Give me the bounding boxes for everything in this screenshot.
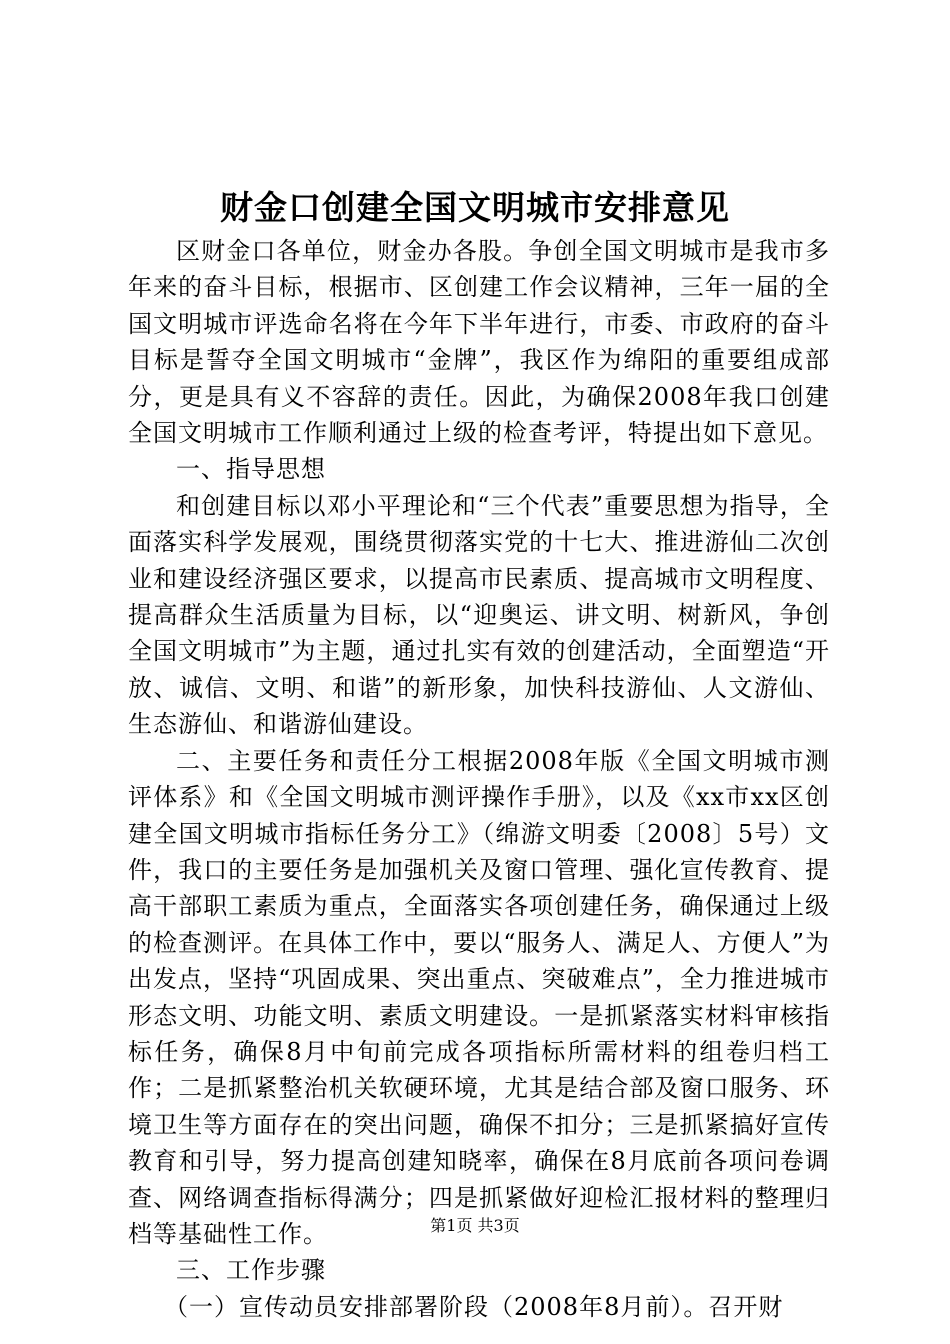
paragraph-intro: 区财金口各单位，财金办各股。争创全国文明城市是我市多年来的奋斗目标，根据市、区创建工作会议精神，三年一届的全国文明城市评选命名将在今年下半年进行，市委、市政府的奋斗目标是誓夺全国文明城市“金牌”，我区作为绵阳的重要组成部分，更是具有义不容辞的责任。因此，为确保2008年我口创建全国文明城市工作顺利通过上级的检查考评，特提出如下意见。 [128,237,830,448]
paragraph-step-one: （一）宣传动员安排部署阶段（2008年8月前）。召开财 [164,1292,784,1321]
document-title: 财金口创建全国文明城市安排意见 [220,188,730,227]
paragraph-guiding-ideology: 和创建目标以邓小平理论和“三个代表”重要思想为指导，全面落实科学发展观，围绕贯彻落实党的十七大、推进游仙二次创业和建设经济强区要求，以提高市民素质、提高城市文明程度、提高群众生活质量为目标，以“迎奥运、讲文明、树新风，争创全国文明城市”为主题，通过扎实有效的创建活动，全面塑造“开放、诚信、文明、和谐”的新形象，加快科技游仙、人文游仙、生态游仙、和谐游仙建设。 [128,491,830,739]
heading-guiding-ideology: 一、指导思想 [176,455,326,484]
heading-work-steps: 三、工作步骤 [176,1256,326,1285]
page-number-footer: 第1页 共3页 [430,1216,520,1235]
document-body [128,233,830,1325]
paragraph-main-tasks: 二、主要任务和责任分工根据2008年版《全国文明城市测评体系》和《全国文明城市测评操作手册》，以及《xx市xx区创建全国文明城市指标任务分工》（绵游文明委〔2008〕5号）文件，我口的主要任务是加强机关及窗口管理、强化宣传教育、提高干部职工素质为重点，全面落实各项创建任务，确保通过上级的检查测评。在具体工作中，要以“服务人、满足人、方便人”为出发点，坚持“巩固成果、突出重点、突破难点”，全力推进城市形态文明、功能文明、素质文明建设。一是抓紧落实材料审核指标任务，确保8月中旬前完成各项指标所需材料的组卷归档工作；二是抓紧整治机关软硬环境，尤其是结合部及窗口服务、环境卫生等方面存在的突出问题，确保不扣分；三是抓紧搞好宣传教育和引导，努力提高创建知晓率，确保在8月底前各项问卷调查、网络调查指标得满分；四是抓紧做好迎检汇报材料的整理归档等基础性工作。 [128,746,830,1248]
